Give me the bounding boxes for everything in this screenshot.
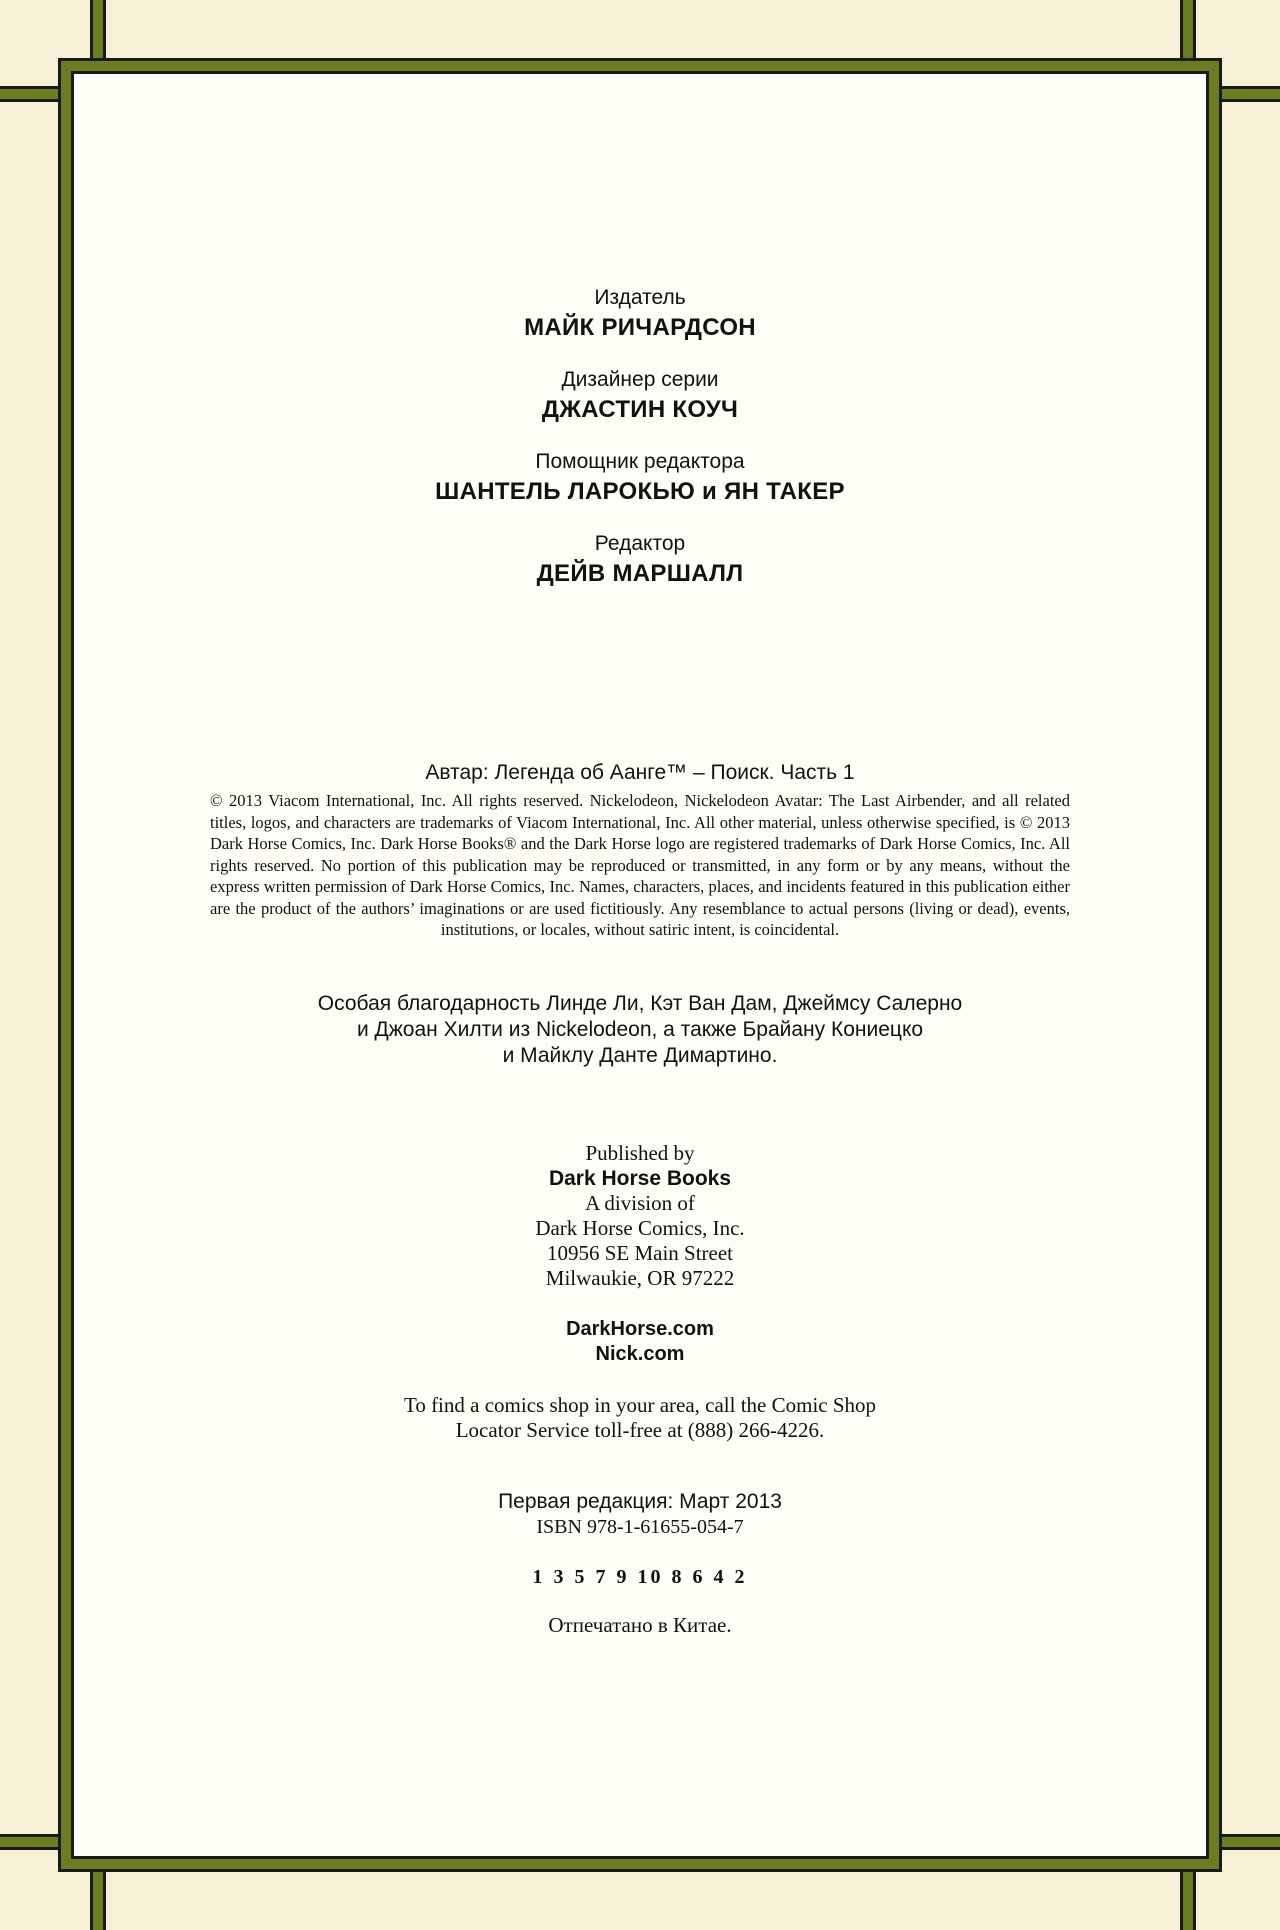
printed-in: Отпечатано в Китае. — [548, 1612, 732, 1637]
credits — [74, 284, 1206, 590]
special-thanks — [74, 991, 1206, 1069]
frame-bar-right-vertical-bottom — [1180, 1870, 1196, 1930]
page-content — [74, 284, 1206, 1638]
credit-role-publisher: Издатель — [594, 286, 686, 309]
street-address: 10956 SE Main Street — [546, 1240, 734, 1265]
credit-role-assistant-editor: Помощник редактора — [535, 450, 745, 473]
credit-name-series-designer: ДЖАСТИН КОУЧ — [541, 396, 739, 423]
credit-role-editor: Редактор — [594, 532, 686, 555]
published-by: Published by — [585, 1140, 695, 1165]
credit-role-series-designer: Дизайнер серии — [561, 368, 719, 391]
credit-name-publisher: МАЙК РИЧАРДСОН — [524, 314, 756, 341]
website-nick: Nick.com — [595, 1342, 685, 1365]
frame-bar-bottom-right-horizontal — [1220, 1834, 1280, 1850]
legal-title: Автар: Легенда об Аанге™ – Поиск. Часть 1 — [425, 761, 855, 784]
frame-bar-left-vertical-bottom — [90, 1870, 106, 1930]
thanks-line: и Джоан Хилти из Nickelodeon, а также Брайану Кониецко — [356, 1017, 924, 1041]
company-name: Dark Horse Comics, Inc. — [535, 1215, 745, 1240]
shop-locator-line: To find a comics shop in your area, call the Comic Shop — [403, 1392, 877, 1417]
frame-bar-left-vertical — [90, 0, 106, 60]
thanks-line: и Майклу Данте Димартино. — [502, 1043, 778, 1067]
frame-bar-bottom-left-horizontal — [0, 1834, 60, 1850]
websites — [74, 1317, 1206, 1367]
frame-bar-right-vertical — [1180, 0, 1196, 60]
division-label: A division of — [585, 1190, 695, 1215]
page-frame — [58, 58, 1222, 1872]
imprint-name: Dark Horse Books — [548, 1166, 732, 1190]
frame-bar-top-right-horizontal — [1220, 86, 1280, 102]
frame-bar-top-left-horizontal — [0, 86, 60, 102]
shop-locator-line: Locator Service toll-free at (888) 266-4226. — [455, 1417, 825, 1442]
publisher-info — [74, 1141, 1206, 1291]
city-address: Milwaukie, OR 97222 — [545, 1265, 735, 1290]
page-panel — [71, 71, 1209, 1859]
thanks-line: Особая благодарность Линде Ли, Кэт Ван Дам, Джеймсу Салерно — [317, 991, 963, 1015]
legal-text: © 2013 Viacom International, Inc. All rights reserved. Nickelodeon, Nickelodeon Avatar: The Last Airbender, and all related titles, logos, and characters are trademarks of Viacom International, Inc. All other material, unless otherwise specified, is © 2013 Dark Horse Comics, Inc. Dark Horse Books® and the Dark Horse logo are registered trademarks of Dark Horse Comics, Inc. All rights reserved. No portion of this publication may be reproduced or transmitted, in any form or by any means, without the express written permission of Dark Horse Comics, Inc. Names, characters, places, and incidents featured in this publication either are the product of the authors’ imaginations or are used fictitiously. Any resemblance to actual persons (living or dead), events, institutions, or locales, without satiric intent, is coincidental. — [210, 791, 1070, 939]
website-darkhorse: DarkHorse.com — [566, 1317, 714, 1340]
credit-name-editor: ДЕЙВ МАРШАЛЛ — [536, 560, 744, 587]
credit-name-assistant-editor: ШАНТЕЛЬ ЛАРОКЬЮ и ЯН ТАКЕР — [435, 478, 845, 505]
shop-locator — [74, 1393, 1206, 1443]
isbn: ISBN 978-1-61655-054-7 — [536, 1515, 744, 1538]
print-line: 1 3 5 7 9 10 8 6 4 2 — [532, 1565, 748, 1588]
edition: Первая редакция: Март 2013 — [498, 1489, 782, 1513]
